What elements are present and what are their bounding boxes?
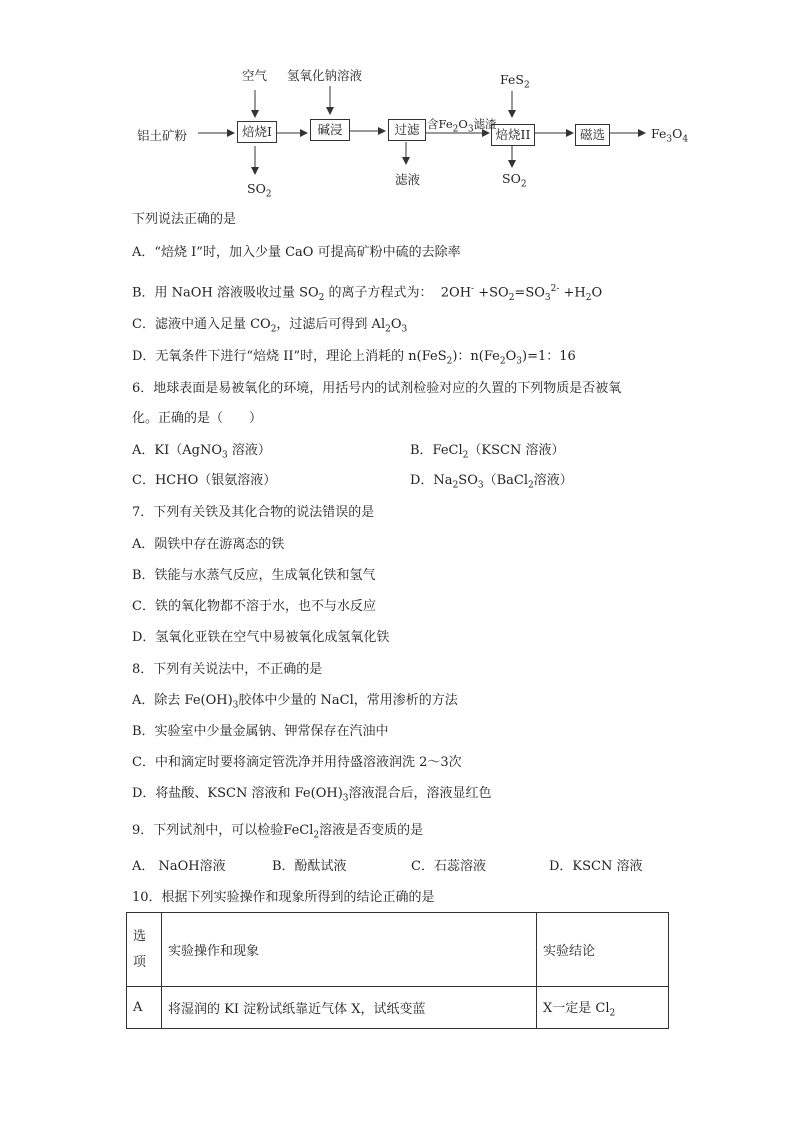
flow-box-roast-2: 焙烧II — [491, 124, 535, 146]
q9-stem: 9．下列试剂中，可以检验FeCl$_2$溶液是否变质的是 — [132, 823, 424, 841]
q5-option-b: B．用 NaOH 溶液吸收过量 $SO_2$ 的离子方程式为： $2OH^- +SO_2=SO_3^{2-} +H_2O$ — [132, 284, 603, 303]
q6-option-d: D．$Na_2SO_3(BaCl_2$溶液） — [410, 473, 573, 491]
q5-option-d: D．无氧条件下进行“焙烧 II”时，理论上消耗的 n(FeS$_2$)：$n(Fe_2O_3)=1$：16 — [132, 349, 576, 367]
q9-option-a: A． NaOH溶液 — [132, 859, 226, 874]
flow-box-filter: 过滤 — [388, 119, 426, 141]
q10-table — [126, 912, 669, 1029]
flow-filtrate-label: 滤液 — [395, 172, 421, 187]
q7-option-d: D．氢氧化亚铁在空气中易被氧化成氢氧化铁 — [132, 630, 390, 645]
q7-option-b: B．铁能与水蒸气反应，生成氧化铁和氢气 — [132, 568, 376, 583]
q7-option-a: A．陨铁中存在游离态的铁 — [132, 537, 285, 552]
q8-option-a: A．除去 $Fe(OH)_3$胶体中少量的 NaCl，常用渗析的方法 — [132, 693, 458, 711]
table-cell-option: A — [127, 987, 162, 1029]
q9-option-d: D．KSCN 溶液 — [549, 859, 643, 874]
flow-input-label: 铝土矿粉 — [137, 128, 188, 143]
table-header-conclusion: 实验结论 — [537, 913, 669, 987]
flow-box-roast-1: 焙烧I — [237, 121, 277, 143]
q5-stem: 下列说法正确的是 — [132, 212, 237, 227]
q9-option-c: C．石蕊溶液 — [411, 859, 486, 874]
q10-stem: 10．根据下列实验操作和现象所得到的结论正确的是 — [132, 890, 435, 905]
q9-option-b: B．酚酞试液 — [272, 859, 347, 874]
table-cell-conclusion: X一定是 $Cl_2$ — [537, 987, 669, 1029]
q6-stem-line1: 6．地球表面是易被氧化的环境，用括号内的试剂检验对应的久置的下列物质是否被氧 — [132, 381, 622, 396]
q7-stem: 7．下列有关铁及其化合物的说法错误的是 — [132, 505, 375, 520]
q7-option-c: C．铁的氧化物都不溶于水，也不与水反应 — [132, 599, 376, 614]
flow-residue-label: 含$Fe_2O_3$滤渣 — [427, 117, 497, 135]
flow-air-label: 空气 — [242, 68, 268, 83]
q8-option-b: B．实验室中少量金属钠、钾常保存在汽油中 — [132, 724, 389, 739]
flow-fes2-label: FeS$_2$ — [500, 72, 530, 91]
q8-stem: 8．下列有关说法中，不正确的是 — [132, 662, 323, 677]
table-header-option: 选项 — [127, 913, 162, 987]
q5-option-c: C．滤液中通入足量 $CO_2$，过滤后可得到 $Al_2O_3$ — [132, 317, 408, 335]
table-header-row — [127, 913, 669, 987]
table-row — [127, 987, 669, 1029]
flow-naoh-label: 氢氧化钠溶液 — [287, 68, 363, 83]
table-header-operation: 实验操作和现象 — [162, 913, 537, 987]
flow-output-label: $Fe_3O_4$ — [651, 126, 689, 145]
q5-option-a: A．“焙烧 I”时，加入少量 CaO 可提高矿粉中硫的去除率 — [132, 245, 461, 260]
q6-option-a: A．KI（AgNO$_3$ 溶液） — [132, 443, 271, 461]
q8-option-c: C．中和滴定时要将滴定管洗净并用待盛溶液润洗 2～3次 — [132, 755, 462, 770]
q8-option-d: D．将盐酸、KSCN 溶液和 $Fe(OH)_3$溶液混合后，溶液显红色 — [132, 786, 492, 804]
table-cell-operation: 将湿润的 KI 淀粉试纸靠近气体 X，试纸变蓝 — [162, 987, 537, 1029]
flow-so2-label-2: $SO_2$ — [502, 171, 527, 190]
flow-so2-label-1: $SO_2$ — [247, 181, 272, 200]
q6-option-b: B．FeCl$_2$（KSCN 溶液） — [410, 443, 565, 461]
q6-stem-line2: 化。正确的是（ ） — [132, 411, 263, 426]
flow-box-magnetic: 磁选 — [575, 124, 610, 146]
q6-option-c: C．HCHO（银氨溶液） — [132, 473, 277, 488]
flow-box-alkali-leach: 碱浸 — [310, 119, 350, 141]
